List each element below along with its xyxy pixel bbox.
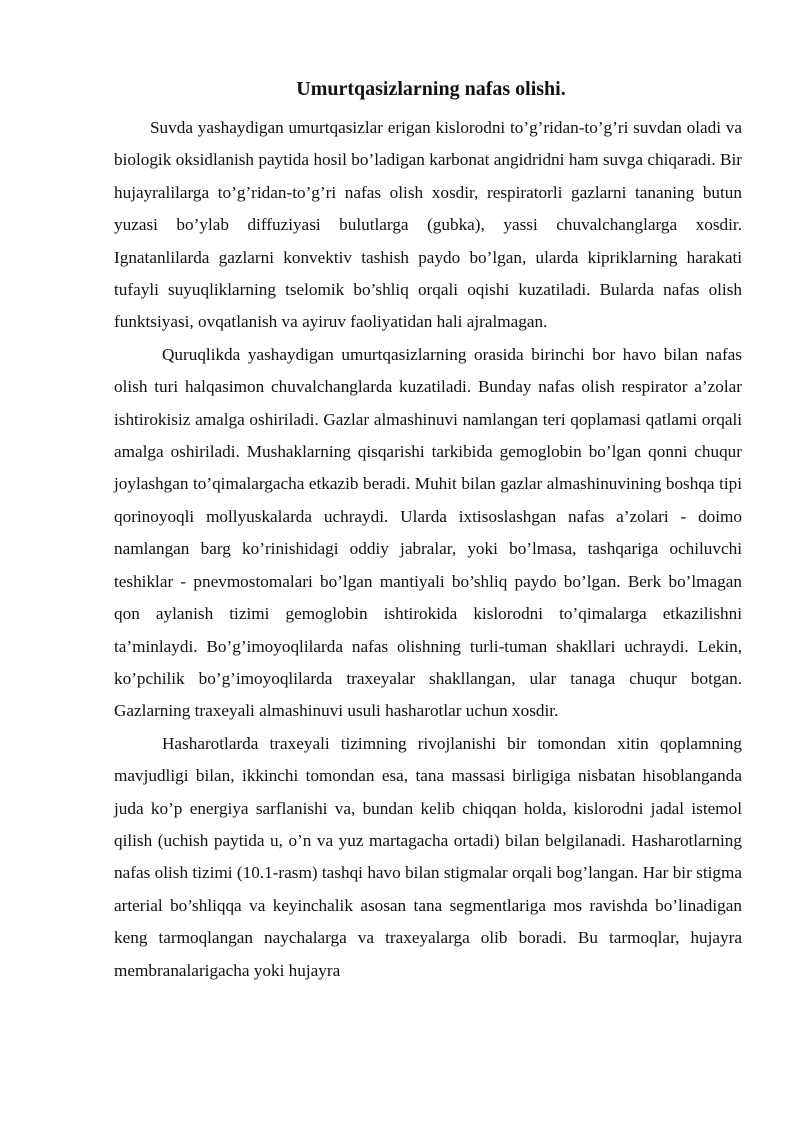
paragraph-1: Suvda yashaydigan umurtqasizlar erigan kislorodni to’g’ridan-to’g’ri suvdan oladi va biologik oksidlanish paytida hosil bo’ladigan karbonat angidridni ham suvga chiqaradi. Bir hujayralilarga to’g’ridan-to’g’ri nafas olish xosdir, respiratorli gazlarni tananing butun yuzasi bo’ylab diffuziyasi bulutlarga (gubka), yassi chuvalchanglarga xosdir. Ignatanlilarda gazlarni konvektiv tashish paydo bo’lgan, ularda kipriklarning harakati tufayli suyuqliklarning tselomik bo’shliq orqali oqishi kuzatiladi. Bularda nafas olish funktsiyasi, ovqatlanish va ayiruv faoliyatidan hali ajralmagan. [114, 118, 742, 332]
paragraph-3: Hasharotlarda traxeyali tizimning rivojlanishi bir tomondan xitin qoplamning mavjudligi bilan, ikkinchi tomondan esa, tana massasi birligiga nisbatan hisoblanganda juda ko’p energiya sarflanishi va, bundan kelib chiqqan holda, kislorodni jadal istemol qilish (uchish paytida u, o’n va yuz martagacha ortadi) bilan belgilanadi. Hasharotlarning nafas olish tizimi (10.1-rasm) tashqi havo bilan stigmalar orqali bog’langan. Har bir stigma arterial bo’shliqqa va keyinchalik asosan tana segmentlariga mos ravishda bo’linadigan keng tarmoqlangan naychalarga va traxeyalarga olib boradi. Bu tarmoqlar, hujayra membranalarigacha yoki hujayra [114, 733, 742, 980]
paragraph-2: Quruqlikda yashaydigan umurtqasizlarning orasida birinchi bor havo bilan nafas olish turi halqasimon chuvalchanglarda kuzatiladi. Bunday nafas olish respirator a’zolar ishtirokisiz amalga oshiriladi. Gazlar almashinuvi namlangan teri qoplamasi qatlami orqali amalga oshiriladi. Mushaklarning qisqarishi tarkibida gemoglobin bo’lgan qonni chuqur joylashgan to’qimalargacha etkazib beradi. Muhit bilan gazlar almashinuvining boshqa tipi qorinoyoqli mollyuskalarda uchraydi. Ularda ixtisoslashgan nafas a’zolari - doimo namlangan barg ko’rinishidagi oddiy jabralar, yoki bo’lmasa, tashqariga ochiluvchi teshiklar - pnevmostomalari bo’lgan mantiyali bo’shliq paydo bo’lgan. Berk bo’lmagan qon aylanish tizimi gemoglobin ishtirokida kislorodni to’qimalarga etkazilishni ta’minlaydi. Bo’g’imoyoqlilarda nafas olishning turli-tuman shakllari uchraydi. Lekin, ko’pchilik bo’g’imoyoqlilarda traxeyalar shakllangan, ular tanaga chuqur botgan. Gazlarning traxeyali almashinuvi usuli hasharotlar uchun xosdir. [114, 344, 742, 721]
document-title: Umurtqasizlarning nafas olishi. [296, 78, 566, 100]
document-body [114, 112, 742, 987]
